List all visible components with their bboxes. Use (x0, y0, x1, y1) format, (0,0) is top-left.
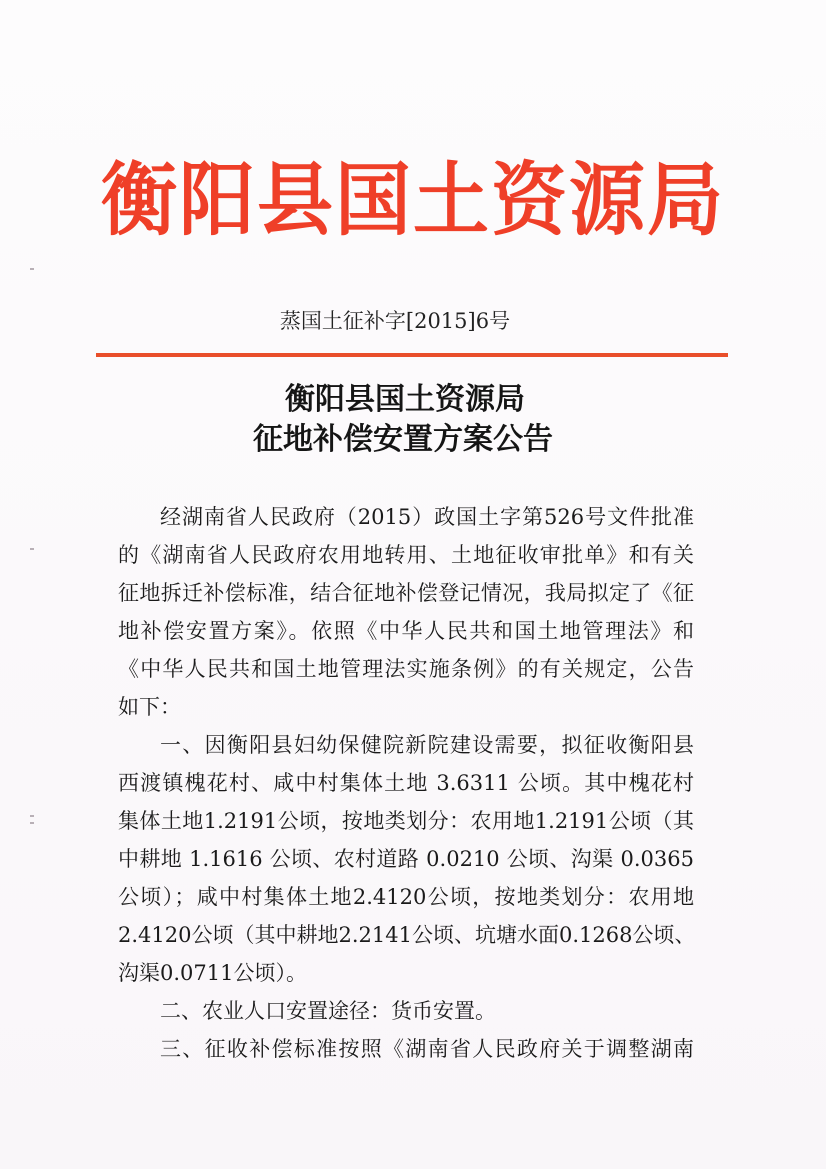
body-line: 的《湖南省人民政府农用地转用、土地征收审批单》和有关 (118, 543, 694, 567)
scan-edge-mark (30, 815, 34, 817)
body-line: 中耕地 1.1616 公顷、农村道路 0.0210 公顷、沟渠 0.0365 (118, 847, 694, 871)
body-line: 2.4120公顷（其中耕地2.2141公顷、坑塘水面0.1268公顷、 (118, 923, 696, 947)
scan-edge-mark (30, 268, 34, 270)
body-line: 西渡镇槐花村、咸中村集体土地 3.6311 公顷。其中槐花村 (118, 771, 694, 795)
document-number: 蒸国土征补字[2015]6号 (279, 309, 511, 333)
scan-edge-mark (30, 548, 34, 550)
body-line: 《中华人民共和国土地管理法实施条例》的有关规定，公告 (118, 657, 694, 681)
body-line: 二、农业人口安置途径：货币安置。 (160, 999, 496, 1023)
agency-masthead: 衡阳县国土资源局 (101, 152, 725, 247)
body-line: 如下： (118, 695, 181, 719)
body-line: 经湖南省人民政府（2015）政国土字第526号文件批准 (160, 505, 694, 529)
title-line-2: 征地补偿安置方案公告 (253, 422, 553, 457)
title-line-1: 衡阳县国土资源局 (285, 382, 525, 417)
scan-edge-mark (30, 822, 34, 824)
body-line: 一、因衡阳县妇幼保健院新院建设需要，拟征收衡阳县 (160, 733, 694, 757)
body-line: 征地拆迁补偿标准，结合征地补偿登记情况，我局拟定了《征 (118, 581, 694, 605)
body-line: 沟渠0.0711公顷）。 (118, 961, 307, 985)
body-line: 集体土地1.2191公顷，按地类划分：农用地1.2191公顷（其 (118, 809, 694, 833)
body-line: 地补偿安置方案》。依照《中华人民共和国土地管理法》和 (118, 619, 694, 643)
red-header-rule (96, 353, 728, 357)
body-line: 三、征收补偿标准按照《湖南省人民政府关于调整湖南 (160, 1037, 694, 1061)
body-line: 公顷）；咸中村集体土地2.4120公顷，按地类划分：农用地 (118, 885, 694, 909)
